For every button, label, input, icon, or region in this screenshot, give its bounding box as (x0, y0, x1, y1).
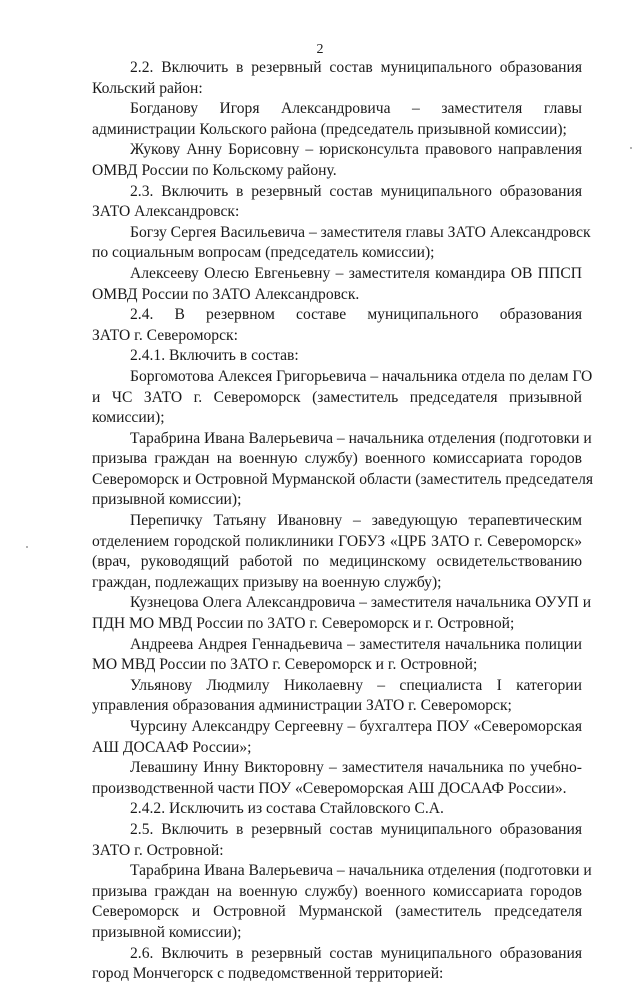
text-line: призыва граждан на военную службу) военного комиссариата городов (92, 450, 582, 468)
text-line: отделением городской поликлиники ГОБУЗ «ЦРБ ЗАТО г. Североморск» (92, 532, 582, 550)
text-line: Ульянову Людмилу Николаевну – специалиста I категории (130, 676, 582, 694)
text-line: управления образования администрации ЗАТО г. Североморск; (92, 697, 512, 715)
paragraph (92, 429, 594, 511)
text-line: 2.5. Включить в резервный состав муниципального образования (130, 820, 582, 838)
paragraph (92, 799, 582, 820)
paragraph (92, 820, 582, 861)
text-line: призывной комиссии); (92, 923, 242, 941)
text-line: 2.4.1. Включить в состав: (130, 347, 299, 365)
paragraph (92, 593, 592, 634)
text-line: Богзу Сергея Васильевича – заместителя главы ЗАТО Александровск (130, 223, 591, 241)
page-number: 2 (316, 42, 324, 57)
paragraph (92, 944, 582, 985)
text-line: ЗАТО Александровск: (92, 203, 240, 221)
paragraph (92, 305, 582, 346)
text-line: 2.2. Включить в резервный состав муниципального образования (130, 59, 582, 76)
paragraph (92, 140, 582, 181)
text-line: 2.3. Включить в резервный состав муниципального образования (130, 182, 582, 200)
paragraph (92, 99, 582, 140)
document-body (92, 58, 594, 985)
paragraph (92, 346, 582, 367)
text-line: Жукову Анну Борисовну – юрисконсульта правового направления (130, 141, 582, 159)
paragraph (92, 758, 582, 799)
text-line: призыва граждан на военную службу) военного комиссариата городов (92, 882, 582, 900)
text-line: Боргомотова Алексея Григорьевича – начальника отдела по делам ГО (130, 367, 593, 385)
text-line: 2.4. В резервном составе муниципального образования (130, 306, 582, 324)
text-line: администрации Кольского района (председатель призывной комиссии); (92, 120, 567, 138)
text-line: 2.4.2. Исключить из состава Стайловского С.А. (130, 800, 444, 818)
paragraph (92, 367, 593, 429)
text-line: Кузнецова Олега Александровича – заместителя начальника ОУУП и (130, 594, 592, 612)
text-line: Алексееву Олесю Евгеньевну – заместителя командира ОВ ППСП (130, 264, 582, 282)
text-line: Североморск и Островной Мурманской области (заместитель председателя (92, 470, 594, 488)
text-line: Левашину Инну Викторовну – заместителя начальника по учебно- (130, 759, 582, 777)
text-line: ОМВД России по Кольскому району. (92, 161, 337, 179)
text-line: ПДН МО МВД России по ЗАТО г. Североморск и г. Островной; (92, 615, 515, 633)
text-line: граждан, подлежащих призыву на военную службу); (92, 573, 442, 591)
scan-artifact (630, 147, 632, 149)
paragraph (92, 635, 582, 676)
text-line: Тарабрина Ивана Валерьевича – начальника отделения (подготовки и (130, 429, 592, 447)
text-line: МО МВД России по ЗАТО г. Североморск и г. Островной; (92, 656, 478, 674)
text-line: комиссии); (92, 409, 165, 427)
text-line: ОМВД России по ЗАТО Александровск. (92, 285, 360, 303)
text-line: Тарабрина Ивана Валерьевича – начальника отделения (подготовки и (130, 862, 592, 880)
paragraph (92, 58, 582, 99)
paragraph (92, 511, 582, 593)
text-line: Чурсину Александру Сергеевну – бухгалтера ПОУ «Североморская (130, 718, 582, 735)
text-line: ЗАТО г. Североморск: (92, 326, 238, 344)
text-line: Богданову Игоря Александровича – заместителя главы (130, 100, 582, 118)
text-line: Кольский район: (92, 79, 203, 97)
text-line: призывной комиссии); (92, 491, 242, 509)
paragraph (92, 717, 582, 758)
text-line: производственной части ПОУ «Североморская АШ ДОСААФ России». (92, 779, 567, 797)
paragraph (92, 182, 582, 223)
text-line: и ЧС ЗАТО г. Североморск (заместитель председателя призывной (92, 388, 582, 406)
text-line: город Мончегорск с подведомственной территорией: (92, 965, 444, 983)
text-line: Перепичку Татьяну Ивановну – заведующую терапевтическим (130, 512, 582, 530)
paragraph (92, 223, 591, 264)
text-line: ЗАТО г. Островной: (92, 841, 224, 859)
paragraph (92, 264, 582, 305)
text-line: (врач, руководящий работой по медицинскому освидетельствованию (92, 553, 582, 571)
text-line: 2.6. Включить в резервный состав муниципального образования (130, 944, 582, 962)
text-line: Андреева Андрея Геннадьевича – заместителя начальника полиции (130, 635, 582, 653)
paragraph (92, 861, 592, 943)
text-line: Североморск и Островной Мурманской (заместитель председателя (92, 903, 582, 921)
text-line: по социальным вопросам (председатель комиссии); (92, 244, 435, 262)
text-line: АШ ДОСААФ России»; (92, 738, 252, 756)
paragraph (92, 676, 582, 717)
scan-artifact (26, 546, 28, 548)
